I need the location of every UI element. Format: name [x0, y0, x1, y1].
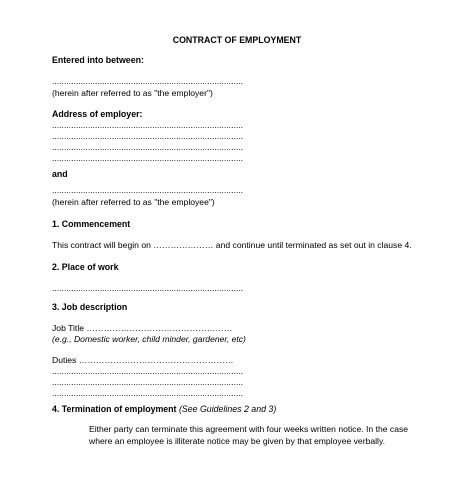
- section-4-guideline: (See Guidelines 2 and 3): [178, 404, 277, 414]
- commencement-text: This contract will begin on ………………… and continue until terminated as set out in clause 4.: [52, 240, 412, 250]
- document-title: CONTRACT OF EMPLOYMENT: [172, 35, 302, 45]
- address-line-2: ................................................................................: [52, 131, 244, 141]
- section-3-heading: 3. Job description: [52, 302, 128, 312]
- job-title-line: Job Title ……………………………………………: [52, 323, 233, 333]
- place-of-work-line: ................................................................................: [52, 283, 244, 293]
- duties-line-1: ................................................................................: [52, 366, 244, 376]
- duties-line-2: ................................................................................: [52, 377, 244, 387]
- address-line-4: ................................................................................: [52, 153, 244, 163]
- address-line-3: ................................................................................: [52, 142, 244, 152]
- employee-reference: (herein after referred to as "the employee"): [52, 197, 215, 207]
- job-title-example: (e.g., Domestic worker, child minder, gardener, etc): [52, 334, 246, 344]
- section-1-heading: 1. Commencement: [52, 219, 131, 229]
- termination-paragraph: Either party can terminate this agreement with four weeks written notice. In the case where an employee is illiterate notice may be given by that employee verbally.: [89, 424, 409, 446]
- duties-line: Duties ………………………………………………: [52, 355, 234, 365]
- section-4-heading-wrap: [52, 404, 276, 414]
- employer-reference: (herein after referred to as "the employer"): [52, 88, 213, 98]
- section-4-heading: 4. Termination of employment: [52, 404, 177, 414]
- entered-heading: Entered into between:: [52, 55, 144, 65]
- and-label: and: [52, 169, 68, 179]
- address-heading: Address of employer:: [52, 109, 143, 119]
- employer-name-line: ................................................................................: [52, 76, 244, 86]
- employee-name-line: ................................................................................: [52, 185, 244, 195]
- section-2-heading: 2. Place of work: [52, 262, 119, 272]
- duties-line-3: ................................................................................: [52, 388, 244, 398]
- address-line-1: ................................................................................: [52, 120, 244, 130]
